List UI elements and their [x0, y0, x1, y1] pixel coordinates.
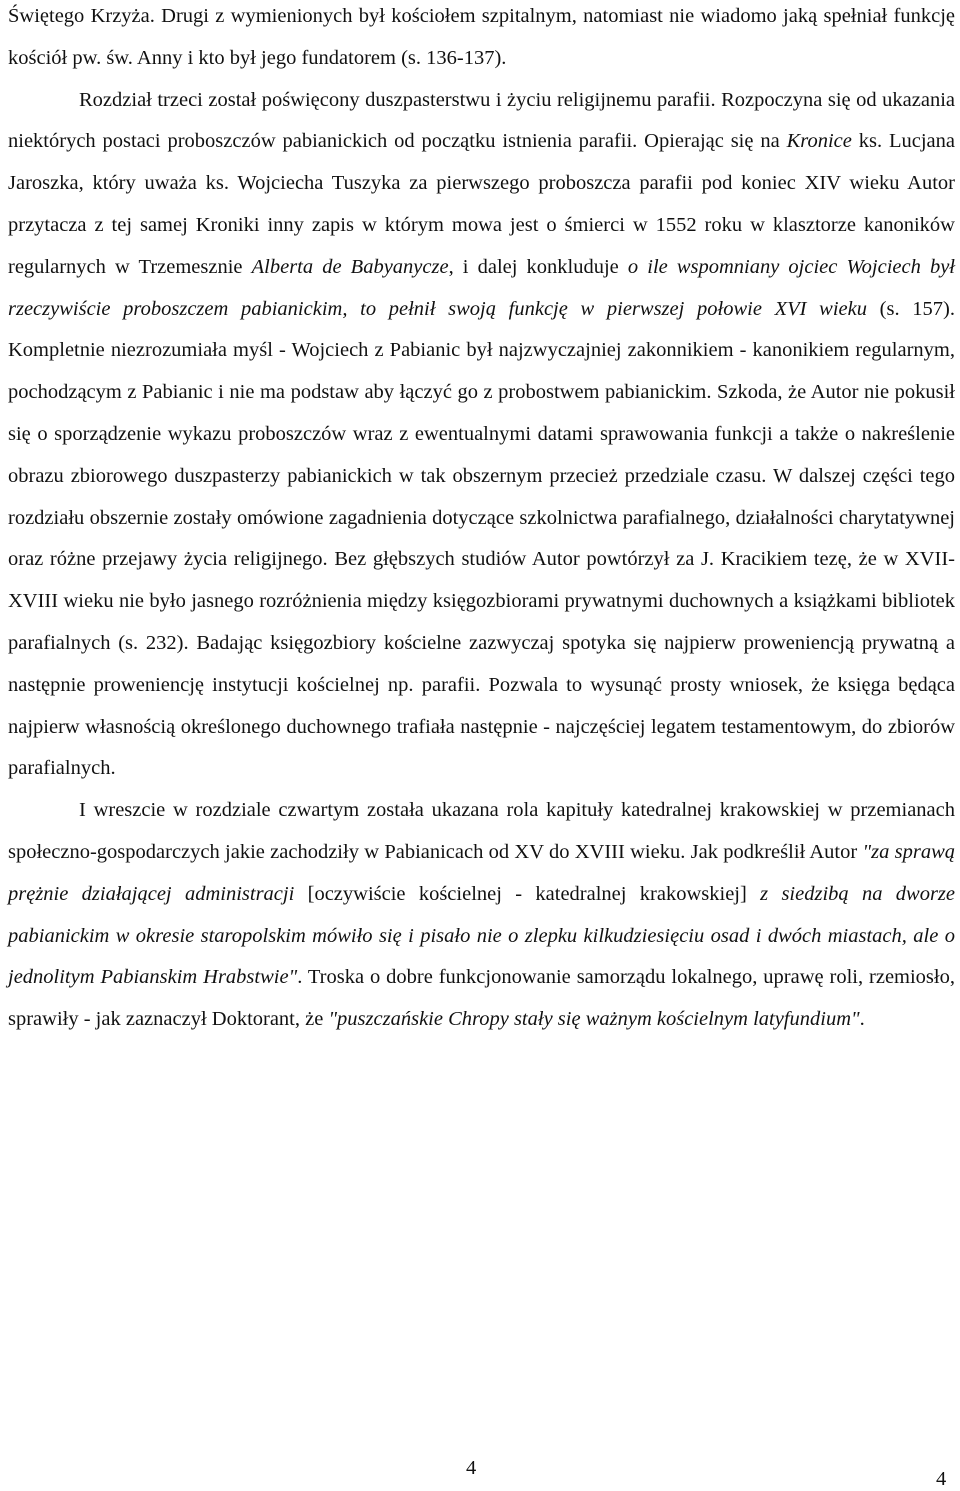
italic-text-run: o ile wspomniany ojciec Wojciech był rzeczywiście proboszczem pabianickim, to pełnił swoją funkcję w pierwszej połowie XVI wieku — [8, 255, 956, 320]
page-number-right: 4 — [936, 1468, 947, 1490]
italic-text-run: "puszczańskie Chropy stały się ważnym kościelnym latyfundium" — [328, 1008, 860, 1031]
paragraph-chapter-three — [8, 80, 955, 791]
paragraph-continuation — [8, 0, 955, 80]
text-run: Rozdział trzeci został poświęcony duszpasterstwu i życiu religijnemu parafii. Rozpoczyna się od ukazania niektórych postaci proboszczów pabianickich od początku istnienia parafii. Opierając się na — [8, 88, 955, 153]
page-number-center: 4 — [466, 1457, 477, 1479]
text-run: . Troska o dobre funkcjonowanie samorządu lokalnego, uprawę roli, rzemiosło, sprawiły - jak zaznaczył Doktorant, że — [8, 966, 955, 1031]
italic-text-run: z siedzibą na dworze pabianickim w okresie staropolskim mówiło się i pisało nie o zlepku kilkudziesięciu osad i dwóch miastach, ale o jednolitym Pabianskim Hrabstwie" — [8, 882, 956, 989]
text-run: [oczywiście kościelnej - katedralnej krakowskiej] — [294, 882, 761, 905]
text-run: ks. Lucjana Jaroszka, który uważa ks. Wojciecha Tuszyka za pierwszego proboszcza parafii pod koniec XIV wieku Autor przytacza z tej samej Kroniki inny zapis w którym mowa jest o śmierci w 1552 roku w klasztorze kanoników regularnych w Trzemesznie — [8, 130, 955, 278]
italic-text-run: Alberta de Babyanycze — [251, 255, 449, 278]
italic-text-run: "za sprawą prężnie działającej administracji — [8, 840, 956, 905]
text-run: Świętego Krzyża. Drugi z wymienionych był kościołem szpitalnym, natomiast nie wiadomo jaką spełniał funkcję kościół pw. św. Anny i kto był jego fundatorem (s. 136-137). — [8, 5, 955, 69]
paragraph-chapter-four — [8, 790, 955, 1041]
text-run: , i dalej konkluduje — [448, 255, 628, 278]
text-run: (s. 157). Kompletnie niezrozumiała myśl - Wojciech z Pabianic był najzwyczajniej zakonnikiem - kanonikiem regularnym, pochodzącym z Pabianic i nie ma podstaw aby łączyć go z probostwem pabianickim. Szkoda, że Autor nie pokusił się o sporządzenie wykazu proboszczów wraz z ewentualnymi datami sprawowania funkcji a także o nakreślenie obrazu zbiorowego duszpasterzy pabianickich w tak obszernym przecież przedziale czasu. W dalszej części tego rozdziału obszernie zostały omówione zagadnienia dotyczące szkolnictwa parafialnego, działalności charytatywnej oraz różne przejawy życia religijnego. Bez głębszych studiów Autor powtórzył za J. Kracikiem tezę, że w XVII-XVIII wieku nie było jasnego rozróżnienia między księgozbiorami prywatnymi duchownych a książkami bibliotek parafialnych (s. 232). Badając księgozbiory kościelne zazwyczaj spotyka się najpierw prowenienсją prywatną a następnie prowenienсję instytucji kościelnej np. parafii. Pozwala to wysunąć prosty wniosek, że księga będąca najpierw własnością określonego duchownego trafiała następnie - najczęściej legatem testamentowym, do zbiorów parafialnych. — [8, 297, 955, 780]
text-run: I wreszcie w rozdziale czwartym została ukazana rola kapituły katedralnej krakowskiej w przemianach społeczno-gospodarczych jakie zachodziły w Pabianicach od XV do XVIII wieku. Jak podkreślił Autor — [8, 799, 955, 863]
italic-text-run: Kronice — [786, 130, 852, 153]
document-page — [8, 0, 955, 1041]
text-run: . — [859, 1008, 865, 1031]
